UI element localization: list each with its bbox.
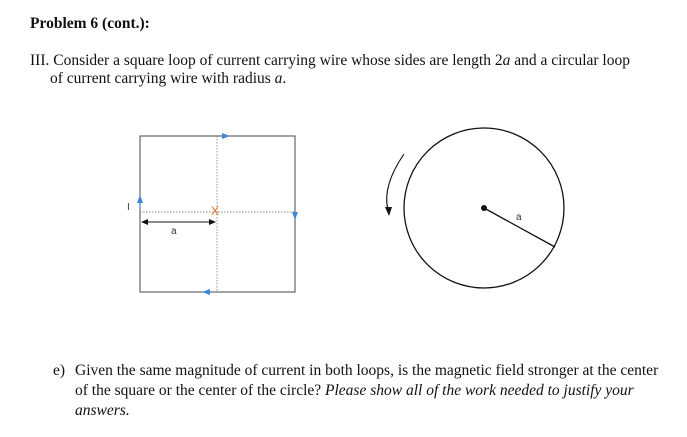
circle-direction-arrowhead — [385, 207, 392, 216]
problem-title: Problem 6 (cont.): — [30, 15, 150, 32]
question-e-label: e) — [53, 362, 66, 379]
side-length-label: a — [171, 226, 177, 237]
statement-line2: of current carrying wire with radius a. — [50, 70, 287, 87]
bottom-current-arrow — [202, 289, 210, 295]
side-length-arrow-left — [141, 219, 148, 225]
square-loop — [127, 133, 298, 295]
square-center-mark: X — [211, 204, 220, 218]
side-length-arrow-right — [209, 219, 216, 225]
circular-loop — [385, 128, 564, 288]
question-e-text: Given the same magnitude of current in both loops, is the magnetic field stronger at the center of the square or the center of the circle? Please show all of the work needed to justify your answers. — [75, 362, 659, 419]
right-current-arrow — [292, 212, 298, 220]
statement-line1: III. Consider a square loop of current carrying wire whose sides are length 2a and a circular loop — [30, 52, 630, 69]
current-label: I — [127, 202, 130, 213]
left-current-arrow — [137, 195, 143, 203]
top-current-arrow — [222, 133, 230, 139]
circle-radius-label: a — [516, 212, 522, 223]
circle-direction-arc — [387, 154, 404, 210]
